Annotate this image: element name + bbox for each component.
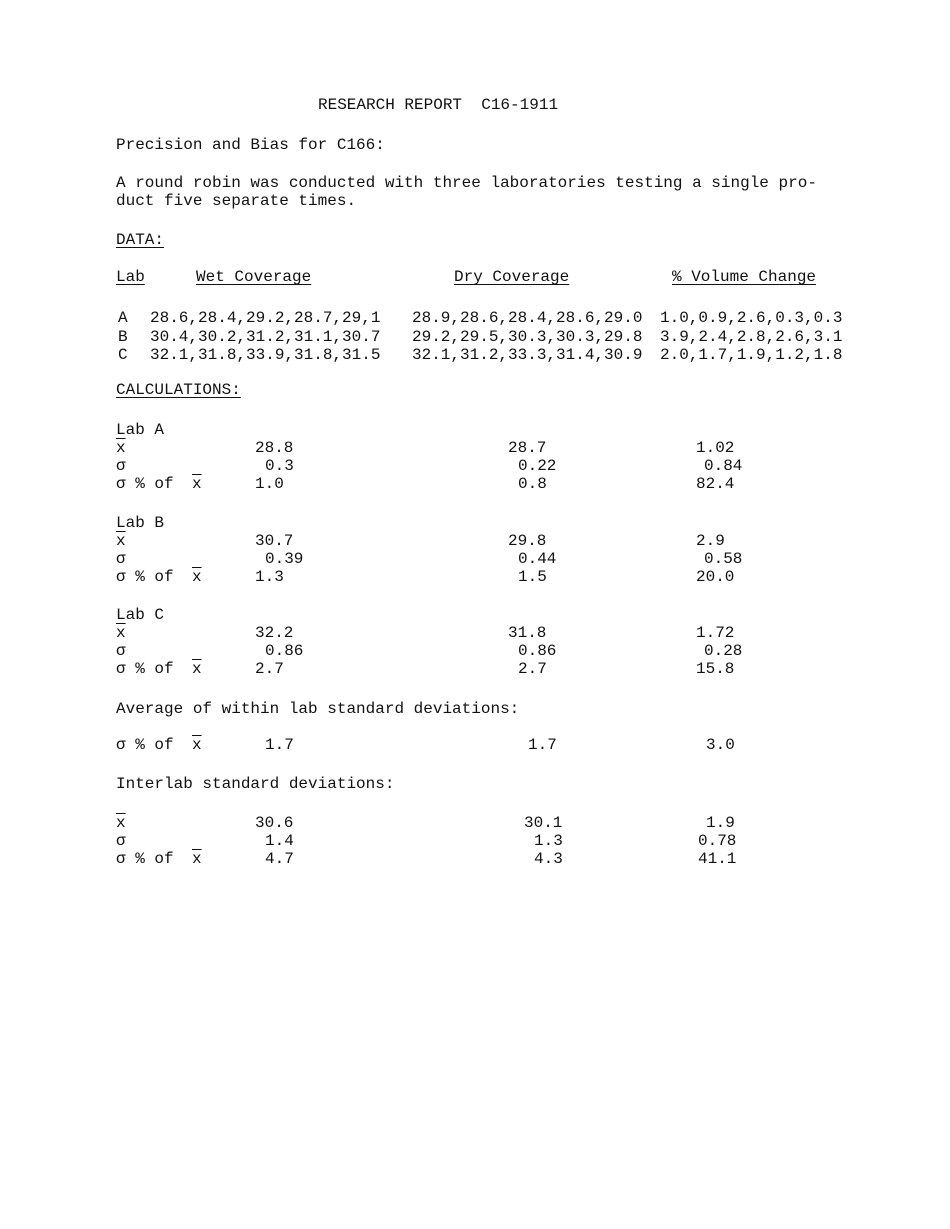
mean-symbol: $\overline{x}$ <box>192 850 202 868</box>
table-row-dry: 29.2,29.5,30.3,30.3,29.8 <box>412 327 643 346</box>
sigma-wet-value: 0.86 <box>265 642 304 660</box>
sigma-pct-label: σ % of <box>116 475 184 493</box>
table-row-lab: A <box>118 309 128 327</box>
pct-dry-value: 4.3 <box>534 850 563 868</box>
mean-wet-value: 28.8 <box>255 439 294 457</box>
mean-dry-value: 28.7 <box>508 439 547 457</box>
mean-symbol: $\overline{x}$ <box>116 624 126 642</box>
table-row-lab: B <box>118 327 128 346</box>
table-row-lab: C <box>118 346 128 364</box>
mean-symbol: $\overline{x}$ <box>116 531 126 550</box>
header-volume-change: % Volume Change <box>672 268 817 286</box>
mean-symbol: $\overline{x}$ <box>192 736 202 754</box>
header-dry-coverage: Dry Coverage <box>454 268 570 286</box>
sigma-vol-value: 0.84 <box>704 457 743 475</box>
calculations-label: CALCULATIONS: <box>116 381 241 399</box>
mean-wet-value: 32.2 <box>255 624 294 642</box>
sigma-vol-value: 0.58 <box>704 549 743 568</box>
mean-vol-value: 1.02 <box>696 439 735 457</box>
table-row-vol: 2.0,1.7,1.9,1.2,1.8 <box>660 346 843 364</box>
pct-vol-value: 3.0 <box>706 736 735 754</box>
sigma-symbol: σ <box>116 549 126 568</box>
mean-symbol: $\overline{x}$ <box>116 439 126 457</box>
sigma-vol-value: 0.78 <box>698 832 737 850</box>
sigma-dry-value: 0.44 <box>518 549 557 568</box>
sigma-symbol: σ <box>116 642 126 660</box>
mean-symbol: $\overline{x}$ <box>116 814 126 832</box>
sigma-pct-label: σ % of <box>116 850 184 868</box>
pct-wet-value: 1.3 <box>255 567 284 586</box>
table-row-dry: 32.1,31.2,33.3,31.4,30.9 <box>412 346 643 364</box>
table-row-wet: 28.6,28.4,29.2,28.7,29,1 <box>150 309 381 327</box>
mean-symbol: $\overline{x}$ <box>192 567 202 586</box>
lab-heading: Lab A <box>116 421 165 439</box>
mean-symbol: $\overline{x}$ <box>192 475 202 493</box>
interlab-label: Interlab standard deviations: <box>116 775 395 793</box>
pct-vol-value: 15.8 <box>696 660 735 678</box>
table-row-vol: 1.0,0.9,2.6,0.3,0.3 <box>660 309 843 327</box>
intro-line-1: A round robin was conducted with three laboratories testing a single pro- <box>116 174 817 192</box>
sigma-vol-value: 0.28 <box>704 642 743 660</box>
pct-vol-value: 82.4 <box>696 475 735 493</box>
pct-wet-value: 1.0 <box>255 475 284 493</box>
pct-dry-value: 1.7 <box>528 736 557 754</box>
sigma-dry-value: 0.86 <box>518 642 557 660</box>
sigma-symbol: σ <box>116 457 126 475</box>
data-label: DATA: <box>116 231 165 249</box>
table-row-wet: 32.1,31.8,33.9,31.8,31.5 <box>150 346 381 364</box>
pct-wet-value: 1.7 <box>265 736 294 754</box>
average-label: Average of within lab standard deviations: <box>116 700 520 718</box>
table-row-wet: 30.4,30.2,31.2,31.1,30.7 <box>150 327 381 346</box>
mean-vol-value: 1.9 <box>706 814 735 832</box>
pct-vol-value: 20.0 <box>696 567 735 586</box>
mean-vol-value: 1.72 <box>696 624 735 642</box>
pct-dry-value: 1.5 <box>518 567 547 586</box>
sigma-pct-label: σ % of <box>116 736 184 754</box>
header-lab: Lab <box>116 268 145 286</box>
sigma-symbol: σ <box>116 832 126 850</box>
sigma-wet-value: 0.39 <box>265 549 304 568</box>
report-title: RESEARCH REPORT C16-1911 <box>318 96 559 114</box>
mean-dry-value: 31.8 <box>508 624 547 642</box>
sigma-wet-value: 0.3 <box>265 457 294 475</box>
table-row-dry: 28.9,28.6,28.4,28.6,29.0 <box>412 309 643 327</box>
mean-wet-value: 30.6 <box>255 814 294 832</box>
mean-vol-value: 2.9 <box>696 531 725 550</box>
mean-dry-value: 30.1 <box>524 814 563 832</box>
header-wet-coverage: Wet Coverage <box>196 268 312 286</box>
sigma-dry-value: 1.3 <box>534 832 563 850</box>
sigma-dry-value: 0.22 <box>518 457 557 475</box>
mean-dry-value: 29.8 <box>508 531 547 550</box>
pct-wet-value: 4.7 <box>265 850 294 868</box>
sigma-pct-label: σ % of <box>116 567 184 586</box>
pct-dry-value: 0.8 <box>518 475 547 493</box>
lab-heading: Lab B <box>116 513 165 532</box>
pct-wet-value: 2.7 <box>255 660 284 678</box>
mean-wet-value: 30.7 <box>255 531 294 550</box>
sigma-pct-label: σ % of <box>116 660 184 678</box>
sigma-wet-value: 1.4 <box>265 832 294 850</box>
table-row-vol: 3.9,2.4,2.8,2.6,3.1 <box>660 327 843 346</box>
pct-vol-value: 41.1 <box>698 850 737 868</box>
mean-symbol: $\overline{x}$ <box>192 660 202 678</box>
intro-line-2: duct five separate times. <box>116 192 357 210</box>
pct-dry-value: 2.7 <box>518 660 547 678</box>
section-heading: Precision and Bias for C166: <box>116 136 385 154</box>
lab-heading: Lab C <box>116 606 165 624</box>
